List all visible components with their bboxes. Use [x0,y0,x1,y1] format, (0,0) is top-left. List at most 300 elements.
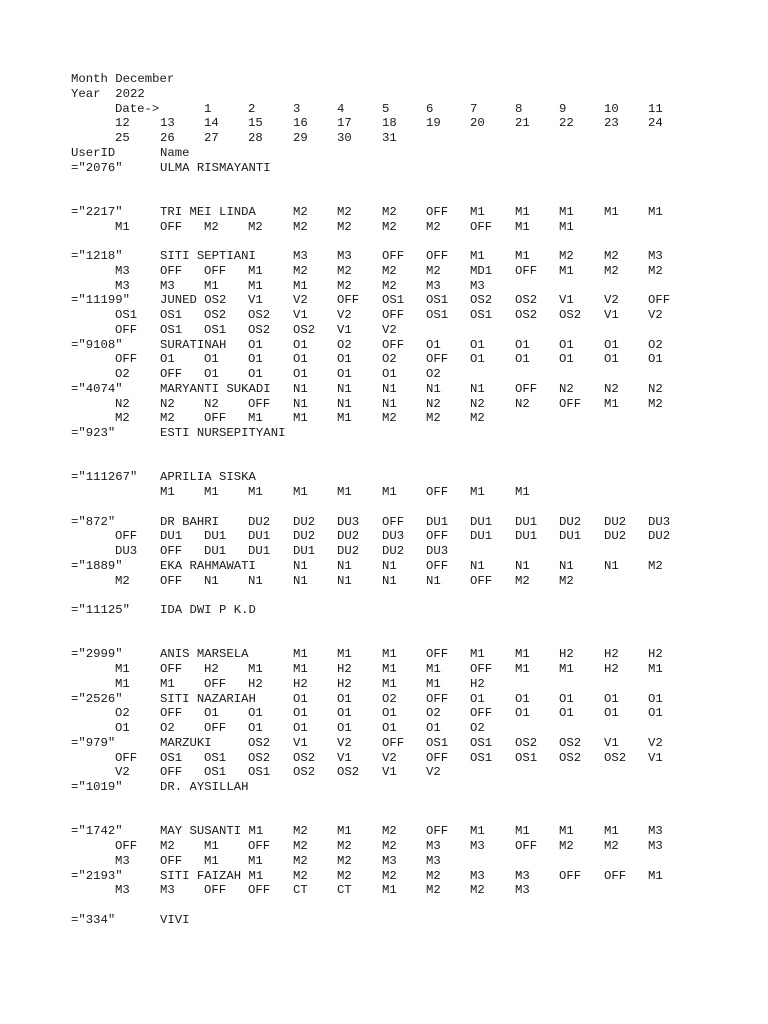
report-cell: M1 [160,676,175,691]
report-cell: O1 [426,721,441,735]
report-cell: OS1 [470,735,493,750]
report-cell: V1 [604,735,619,750]
report-cell: 22 [559,116,574,131]
report-cell: N2 [160,396,175,411]
report-cell: O1 [337,367,352,381]
report-cell: OFF [160,662,183,676]
report-cell: OFF [426,558,449,573]
report-cell: M3 [470,868,485,883]
report-cell: 27 [204,131,219,145]
report-cell: M1 [559,204,574,219]
report-cell: N1 [293,396,308,411]
report-cell: OFF [515,839,538,853]
report-cell: 8 [515,101,523,116]
report-cell: O1 [204,706,219,721]
report-cell: O1 [293,352,308,367]
report-cell: 11 [648,101,663,116]
report-cell: OS2 [293,322,316,337]
report-cell: O1 [515,706,530,721]
report-cell: OS1 [470,308,493,322]
report-cell: O1 [470,691,485,706]
report-cell: OFF [160,544,183,558]
report-cell: O2 [337,337,352,352]
report-cell: N2 [559,381,574,396]
report-cell: O2 [426,367,441,381]
report-cell: N1 [204,573,219,588]
report-cell: M1 [337,485,352,499]
report-cell: 6 [426,101,434,116]
report-cell: OFF [204,676,227,691]
report-cell: M3 [293,249,308,263]
report-cell: DU3 [337,514,360,529]
report-cell: OS2 [204,308,227,322]
report-cell: OFF [470,706,493,721]
report-cell: O1 [648,706,663,721]
report-cell: OFF [470,219,493,234]
report-cell: DR. AYSILLAH [160,780,249,794]
report-cell: M1 [382,485,397,499]
report-cell: O1 [604,706,619,721]
report-cell: M1 [382,662,397,676]
report-cell: DU3 [382,529,405,544]
report-cell: V2 [337,308,352,322]
report-cell: M1 [115,219,130,234]
report-cell: O2 [470,721,485,735]
report-cell: V2 [426,765,441,780]
report-cell: OFF [382,735,405,750]
report-cell: EKA RAHMAWATI [160,558,256,573]
report-cell: 12 [115,116,130,131]
report-cell: M2 [337,868,352,883]
report-cell: M2 [382,219,397,234]
report-cell: O1 [559,706,574,721]
report-cell: O2 [648,337,663,352]
report-cell: M3 [160,278,175,293]
report-cell: V2 [648,308,663,322]
report-cell: OFF [204,721,227,735]
report-cell: 16 [293,116,308,131]
report-cell: N2 [115,396,130,411]
report-cell: M1 [470,204,485,219]
report-cell: O1 [515,691,530,706]
report-cell: M1 [115,676,130,691]
report-cell: OS2 [559,750,582,765]
report-cell: V1 [337,322,352,337]
report-cell: ="11199" [71,293,131,308]
report-cell: V2 [337,735,352,750]
report-cell: M2 [115,411,130,426]
report-cell: DU1 [470,529,493,544]
report-cell: OFF [204,411,227,426]
report-cell: OS2 [515,293,538,308]
report-cell: DU2 [604,529,627,544]
report-cell: N1 [382,381,397,396]
report-cell: M2 [337,204,352,219]
report-cell: M1 [559,263,574,278]
report-cell: O1 [293,367,308,381]
report-cell: OS1 [160,322,183,337]
report-cell: OFF [426,204,449,219]
report-cell: 21 [515,116,530,131]
report-cell: OS2 [248,322,271,337]
report-cell: OFF [515,381,538,396]
report-cell: M1 [382,883,397,898]
report-cell: M1 [515,249,530,263]
report-cell: OFF [648,293,671,308]
report-cell: O1 [248,367,263,381]
report-cell: OS1 [204,765,227,780]
report-cell: OFF [426,352,449,367]
report-cell: M3 [648,249,663,263]
report-cell: OFF [204,263,227,278]
report-cell: MD1 [470,263,493,278]
report-cell: OFF [426,249,449,263]
report-cell: H2 [559,647,574,662]
report-cell: M1 [515,662,530,676]
report-cell: OS2 [293,750,316,765]
report-cell: ="111267" [71,470,138,485]
report-cell: DU1 [160,529,183,544]
report-cell: M1 [248,263,263,278]
report-cell: V1 [293,735,308,750]
report-cell: OS2 [559,735,582,750]
report-cell: M1 [559,824,574,839]
report-cell: M3 [648,824,663,839]
report-cell: OFF [115,750,138,765]
report-cell: DU2 [293,529,316,544]
report-cell: MAY SUSANTI M1 [160,824,264,839]
report-cell: M1 [293,411,308,426]
report-cell: M2 [382,263,397,278]
report-cell: M3 [470,839,485,853]
report-cell: OFF [426,750,449,765]
report-cell: 23 [604,116,619,131]
report-cell: N1 [293,558,308,573]
report-cell: ="2999" [71,647,123,662]
report-cell: N1 [382,558,397,573]
report-cell: OFF [115,529,138,544]
report-cell: DU2 [337,544,360,558]
report-cell: M1 [470,249,485,263]
report-cell: OS1 [160,308,183,322]
report-cell: O1 [293,337,308,352]
report-cell: M3 [470,278,485,293]
report-cell: DU1 [559,529,582,544]
report-cell: OS1 [204,750,227,765]
report-cell: OFF [559,868,582,883]
report-cell: H2 [293,676,308,691]
report-cell: OFF [248,396,271,411]
report-cell: M1 [515,485,530,499]
report-cell: M1 [470,647,485,662]
report-cell: M1 [559,219,574,234]
report-cell: M1 [248,411,263,426]
report-cell: O1 [293,721,308,735]
report-cell: M1 [648,204,663,219]
report-cell: OFF [160,219,183,234]
report-cell: ULMA RISMAYANTI [160,160,271,175]
report-cell: O1 [115,721,130,735]
report-cell: OFF [248,839,271,853]
report-cell: O1 [382,706,397,721]
report-cell: M2 [115,573,130,588]
report-cell: OFF [160,706,183,721]
report-cell: M2 [382,278,397,293]
report-cell: M3 [648,839,663,853]
report-cell: OS2 [559,308,582,322]
report-cell: H2 [470,676,485,691]
report-cell: DU2 [559,514,582,529]
report-cell: M2 [648,396,663,411]
report-cell: ="334" [71,912,116,927]
report-cell: DU2 [293,514,316,529]
report-cell: OS1 [204,322,227,337]
report-cell: 30 [337,131,352,145]
report-cell: M2 [382,204,397,219]
report-cell: N1 [559,558,574,573]
report-cell: OFF [426,529,449,544]
report-cell: ANIS MARSELA [160,647,249,662]
report-cell: M2 [382,839,397,853]
report-cell: DU1 [204,529,227,544]
report-cell: H2 [248,676,263,691]
report-cell: M2 [648,558,663,573]
report-cell: V1 [648,750,663,765]
report-cell: N2 [426,396,441,411]
report-cell: O1 [559,691,574,706]
report-cell: N2 [515,396,530,411]
report-cell: ESTI NURSEPITYANI [160,426,286,440]
report-cell: OFF [115,322,138,337]
report-cell: OS2 [470,293,493,308]
report-cell: OFF [382,337,405,352]
report-cell: M3 [160,883,175,898]
report-cell: OFF [426,485,449,499]
report-cell: DU1 [293,544,316,558]
report-cell: M3 [382,853,397,868]
report-cell: M1 [248,662,263,676]
report-cell: H2 [337,676,352,691]
report-cell: M2 [204,219,219,234]
report-cell: M1 [470,824,485,839]
report-cell: O1 [648,352,663,367]
report-cell: ="872" [71,514,116,529]
report-cell: M2 [293,219,308,234]
report-cell: M1 [248,278,263,293]
report-cell: N1 [426,381,441,396]
report-cell: 13 [160,116,175,131]
report-cell: M2 [426,263,441,278]
report-cell: CT [337,883,352,898]
report-cell: M1 [604,396,619,411]
report-cell: OFF [559,396,582,411]
report-cell: O1 [559,337,574,352]
report-cell: MARZUKI [160,735,212,750]
report-cell: M2 [293,263,308,278]
report-cell: OFF [382,514,405,529]
report-cell: M3 [115,853,130,868]
report-cell: OFF [204,883,227,898]
report-cell: M2 [559,839,574,853]
report-cell: OFF [470,662,493,676]
report-cell: M1 [604,824,619,839]
report-cell: N1 [337,573,352,588]
report-cell: 26 [160,131,175,145]
report-cell: ="923" [71,426,116,440]
report-cell: H2 [337,662,352,676]
report-cell: MARYANTI SUKADI [160,381,271,396]
report-cell: ="1742" [71,824,123,839]
report-cell: OS2 [515,308,538,322]
report-cell: 20 [470,116,485,131]
report-cell: O1 [248,337,263,352]
report-cell: Name [160,145,190,160]
report-cell: DU1 [204,544,227,558]
report-cell: O1 [515,337,530,352]
report-cell: DU2 [248,514,271,529]
report-cell: M2 [426,868,441,883]
report-cell: ="1218" [71,249,123,263]
report-cell: O1 [604,352,619,367]
report-cell: OS1 [382,293,405,308]
report-cell: V1 [604,308,619,322]
report-cell: DU1 [515,514,538,529]
report-cell: M2 [604,249,619,263]
report-cell: V2 [648,735,663,750]
report-cell: O1 [382,721,397,735]
report-cell: M2 [160,839,175,853]
report-cell: ="2526" [71,691,123,706]
report-cell: M1 [515,219,530,234]
report-cell: 15 [248,116,263,131]
report-cell: N1 [470,381,485,396]
report-cell: DU2 [604,514,627,529]
report-cell: SITI FAIZAH M1 [160,868,264,883]
report-cell: CT [293,883,308,898]
report-cell: H2 [204,662,219,676]
report-cell: M2 [160,411,175,426]
report-cell: OFF [426,647,449,662]
report-cell: OS1 [248,765,271,780]
report-cell: M2 [337,219,352,234]
report-cell: OS1 [426,735,449,750]
report-cell: ="11125" [71,603,131,617]
report-cell: OFF [604,868,627,883]
report-cell: JUNED OS2 [160,293,227,308]
report-cell: 28 [248,131,263,145]
report-cell: M2 [293,204,308,219]
report-cell: O2 [115,706,130,721]
report-cell: M1 [604,204,619,219]
report-cell: O1 [204,367,219,381]
report-cell: H2 [604,647,619,662]
report-cell: OS1 [470,750,493,765]
report-cell: M2 [248,219,263,234]
report-cell: OS2 [604,750,627,765]
report-cell: 2 [248,101,256,116]
report-cell: SURATINAH [160,337,227,352]
report-cell: OFF [382,308,405,322]
report-cell: M1 [426,662,441,676]
report-cell: M1 [470,485,485,499]
report-cell: O1 [248,352,263,367]
report-cell: M1 [337,824,352,839]
report-cell: O1 [604,337,619,352]
report-cell: OFF [470,573,493,588]
report-cell: N1 [426,573,441,588]
report-cell: OFF [160,263,183,278]
report-cell: O1 [160,352,175,367]
report-cell: M2 [293,868,308,883]
report-cell: Date-> [115,101,160,116]
report-cell: O1 [293,706,308,721]
report-cell: N1 [470,558,485,573]
report-cell: M1 [248,853,263,868]
report-cell: O1 [470,337,485,352]
report-cell: SITI NAZARIAH [160,691,256,706]
report-cell: N2 [204,396,219,411]
report-cell: OFF [426,691,449,706]
report-cell: Year 2022 [71,86,145,101]
report-cell: M1 [382,676,397,691]
report-cell: DU3 [648,514,671,529]
report-cell: O2 [115,367,130,381]
report-cell: V2 [382,322,397,337]
report-cell: M3 [115,278,130,293]
report-cell: N1 [337,558,352,573]
report-cell: V2 [293,293,308,308]
report-cell: M1 [293,485,308,499]
report-cell: OFF [248,883,271,898]
report-cell: OFF [426,824,449,839]
report-cell: H2 [648,647,663,662]
report-cell: M1 [115,662,130,676]
report-cell: M1 [160,485,175,499]
report-cell: M1 [382,647,397,662]
report-cell: O1 [337,706,352,721]
report-cell: N1 [248,573,263,588]
report-cell: M1 [337,411,352,426]
report-cell: V1 [382,765,397,780]
report-cell: 19 [426,116,441,131]
report-cell: O1 [470,352,485,367]
report-cell: M2 [426,883,441,898]
report-cell: M1 [293,647,308,662]
report-cell: M2 [337,278,352,293]
report-cell: M2 [337,853,352,868]
report-cell: DU1 [426,514,449,529]
report-cell: V1 [337,750,352,765]
report-cell: M2 [293,839,308,853]
report-cell: ="979" [71,735,116,750]
report-cell: M3 [115,883,130,898]
report-cell: OS1 [426,293,449,308]
report-cell: OS2 [248,308,271,322]
report-cell: M2 [382,824,397,839]
report-cell: M2 [337,263,352,278]
report-cell: DU1 [515,529,538,544]
report-cell: OFF [160,367,183,381]
report-cell: DU3 [115,544,138,558]
report-cell: M2 [515,573,530,588]
report-cell: SITI SEPTIANI [160,249,256,263]
report-cell: V1 [559,293,574,308]
report-cell: Month December [71,72,175,86]
report-cell: M3 [115,263,130,278]
report-cell: 18 [382,116,397,131]
report-cell: O2 [382,352,397,367]
report-cell: 3 [293,101,301,116]
